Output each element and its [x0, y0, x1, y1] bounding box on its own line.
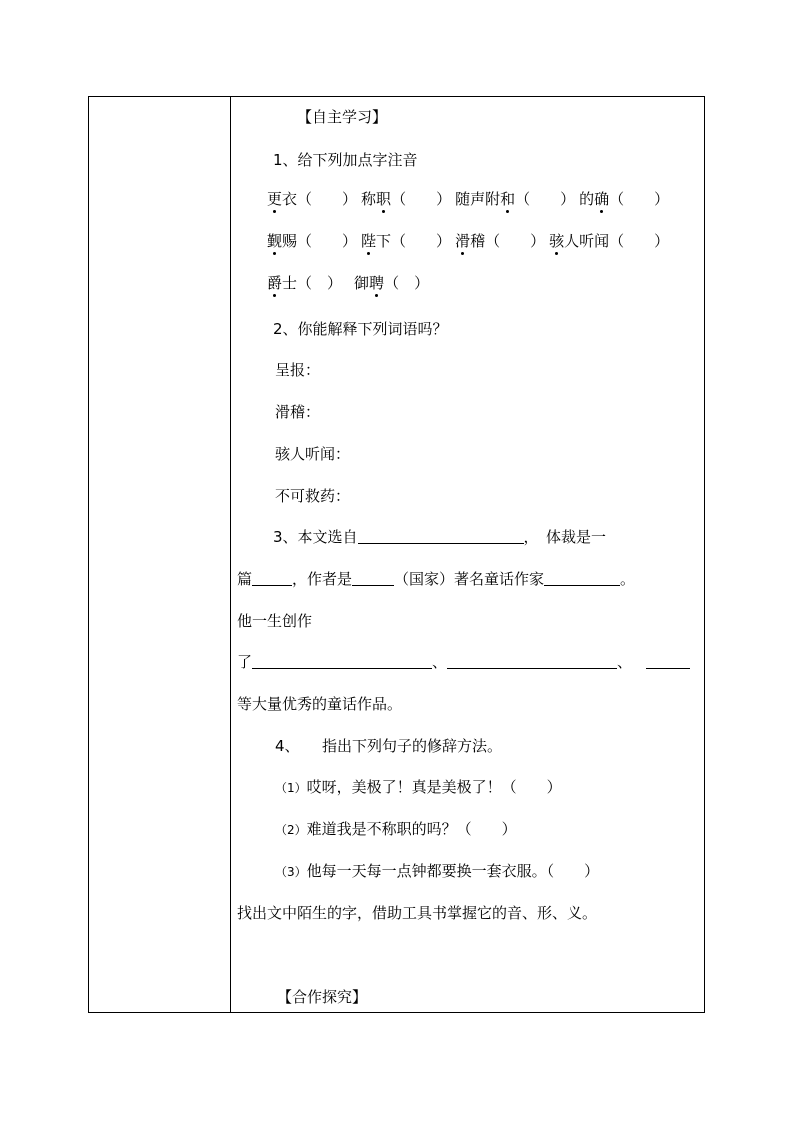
q1-dotted-char: 职: [376, 190, 392, 208]
q1-title: 1、给下列加点字注音: [273, 151, 418, 169]
q3-blank-work-1[interactable]: [252, 652, 432, 669]
q1-dotted-char: 骇: [549, 232, 565, 250]
section-cooperation-heading: 【合作探究】: [277, 988, 368, 1006]
q3-text-a: 3、本文选自: [273, 528, 358, 546]
q1-item-suffix: 下（ ）: [376, 232, 452, 250]
q1-row-1: [267, 189, 673, 209]
q1-item-prefix: 称: [361, 190, 377, 208]
q1-row2-item: [549, 232, 669, 250]
q3-text-b: ， 体裁是一: [523, 528, 607, 546]
q4-item-2-num: （2）: [275, 823, 307, 837]
q3-blank-country[interactable]: [352, 569, 394, 586]
q1-dotted-char: 和: [500, 190, 516, 208]
q3-text-h: 、: [432, 653, 448, 671]
q1-item-suffix: 衣（ ）: [282, 190, 358, 208]
worksheet-table: [88, 96, 705, 1013]
q3-line-4: [237, 652, 690, 672]
q3-blank-work-3[interactable]: [646, 652, 690, 669]
q3-blank-genre[interactable]: [252, 569, 292, 586]
q1-item-suffix: （ ）: [384, 274, 430, 292]
q3-line-2: [237, 569, 635, 589]
q1-dotted-char: 滑: [455, 232, 471, 250]
q1-row2-item: [455, 232, 545, 250]
q1-row2-item: [267, 232, 357, 250]
q1-item-suffix: 人听闻（ ）: [564, 232, 670, 250]
q1-dotted-char: 爵: [267, 274, 283, 292]
q1-dotted-char: 确: [594, 190, 610, 208]
content-cell: [231, 97, 704, 1012]
q3-text-g: 了: [237, 653, 253, 671]
q1-item-prefix: 的: [579, 190, 595, 208]
q1-row3-item: [354, 274, 429, 292]
q1-item-suffix: 稽（ ）: [470, 232, 546, 250]
q1-item-suffix: （ ）: [391, 190, 452, 208]
q1-item-suffix: 赐（ ）: [282, 232, 358, 250]
q3-blank-source[interactable]: [358, 527, 524, 544]
q1-item-suffix: 士（ ）: [282, 274, 343, 292]
q1-row1-item: [455, 190, 575, 208]
q4-title: 4、 指出下列句子的修辞方法。: [275, 737, 503, 755]
q2-term-3: 骇人听闻：: [275, 445, 351, 463]
q4-item-2: [275, 819, 517, 840]
q1-dotted-char: 聘: [369, 274, 385, 292]
q3-text-d: ，作者是: [292, 570, 353, 588]
q1-row1-item: [267, 190, 357, 208]
q2-term-4: 不可救药：: [275, 487, 351, 505]
q4-item-1-text: 哎呀，美极了！真是美极了！（ ）: [306, 778, 562, 796]
q2-title: 2、你能解释下列词语吗？: [273, 320, 448, 338]
q4-item-3-text: 他每一天每一点钟都要换一套衣服。（ ）: [306, 862, 600, 880]
q2-term-1: 呈报：: [275, 361, 321, 379]
q1-row-2: [267, 231, 673, 251]
q1-row1-item: [579, 190, 669, 208]
q4-item-3-num: （3）: [275, 865, 307, 879]
q4-item-1: [275, 777, 562, 798]
q1-dotted-char: 更: [267, 190, 283, 208]
section-self-study-heading: 【自主学习】: [297, 108, 388, 126]
q3-line-5: 等大量优秀的童话作品。: [237, 695, 403, 713]
q3-text-e: （国家）著名童话作家: [394, 570, 545, 588]
q4-item-2-text: 难道我是不称职的吗？（ ）: [306, 820, 517, 838]
q1-item-suffix: （ ）: [515, 190, 576, 208]
q3-blank-author[interactable]: [544, 569, 620, 586]
q4-item-1-num: （1）: [275, 781, 307, 795]
q3-text-i: 、: [617, 653, 633, 671]
q1-row3-item: [267, 274, 342, 292]
q1-item-suffix: （ ）: [609, 190, 670, 208]
q1-row2-item: [361, 232, 451, 250]
q4-item-3: [275, 861, 599, 882]
q1-item-prefix: 御: [354, 274, 370, 292]
q3-text-c: 篇: [237, 570, 253, 588]
q2-term-2: 滑稽：: [275, 403, 321, 421]
study-tip: 找出文中陌生的字，借助工具书掌握它的音、形、义。: [237, 904, 598, 922]
q1-row1-item: [361, 190, 451, 208]
q3-line-1: [273, 527, 606, 547]
q1-dotted-char: 陛: [361, 232, 377, 250]
q1-item-prefix: 随声附: [455, 190, 501, 208]
q1-dotted-char: 觐: [267, 232, 283, 250]
q3-line-3: 他一生创作: [237, 612, 313, 630]
q3-text-f: 。: [620, 570, 636, 588]
q1-row-3: [267, 273, 441, 293]
q3-blank-work-2[interactable]: [447, 652, 617, 669]
